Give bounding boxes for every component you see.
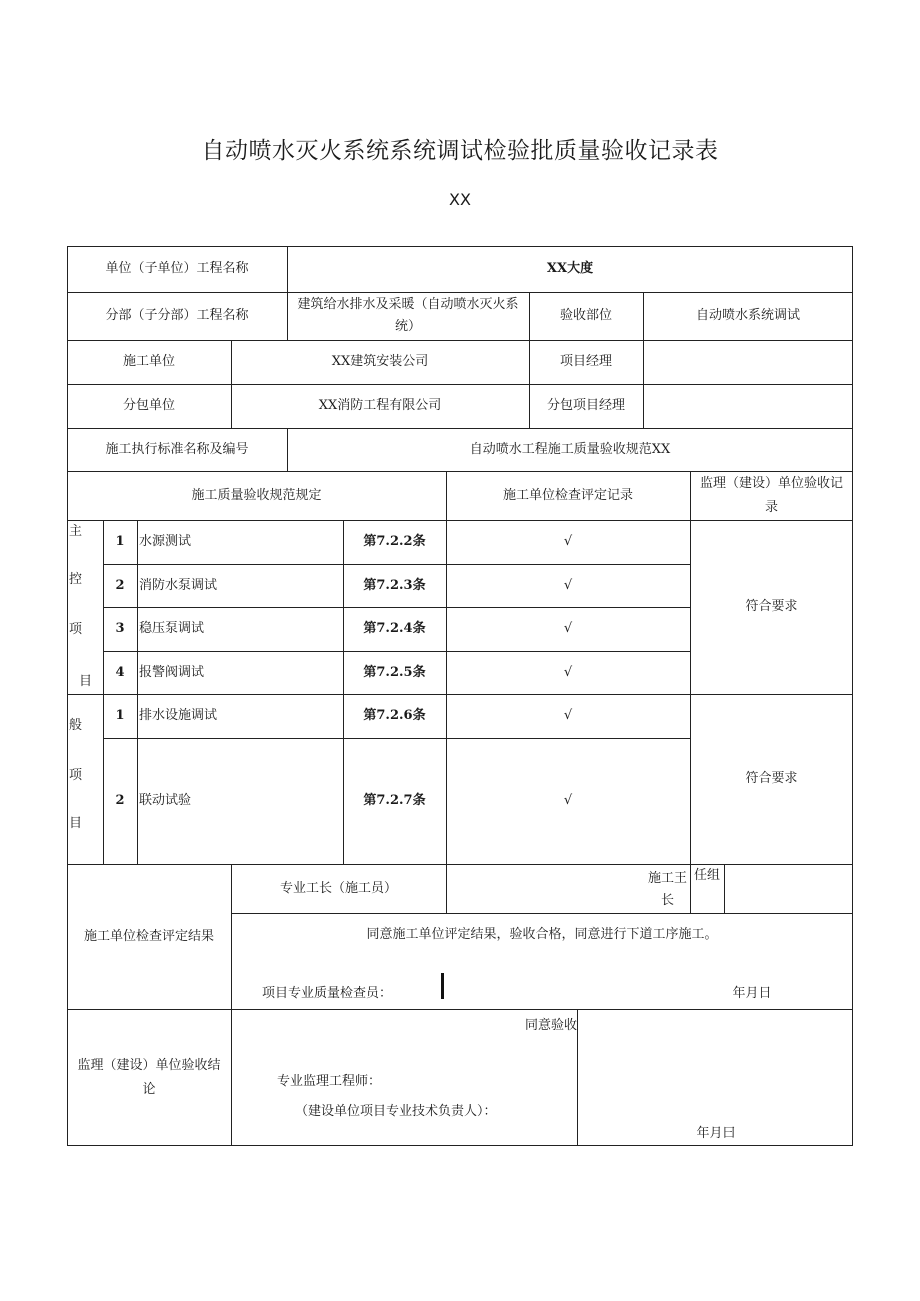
- main-control-group-char: 项: [69, 622, 83, 637]
- general-group-char: 项: [69, 768, 83, 783]
- sub-project-value: 建筑给水排水及采暖（自动喷水灭火系统）: [297, 297, 519, 334]
- contractor-value: XX建筑安装公司: [331, 354, 429, 369]
- acceptance-part-label: 验收部位: [559, 308, 612, 323]
- unit-project-value: [287, 246, 853, 292]
- general-item-no: 2: [115, 793, 125, 808]
- unit-project-name: XX大度: [546, 261, 594, 276]
- general-item-clause: 第7.2.6条: [363, 708, 426, 723]
- sub-project-label: 分部（子分部）工程名称: [105, 308, 249, 323]
- main-item-no: 4: [115, 664, 125, 680]
- main-item-no: 1: [115, 534, 125, 549]
- unit-project-label: 单位（子单位）工程名称: [105, 261, 249, 276]
- text-cursor-mark: [441, 973, 444, 999]
- column-header-spec: 施工质量验收规范规定: [191, 487, 322, 503]
- subcontractor-value: XX消防工程有限公司: [318, 398, 442, 413]
- main-item-name: 稳压泵调试: [139, 621, 205, 636]
- subcontractor-label: 分包单位: [122, 398, 175, 413]
- main-control-group-char: 控: [69, 572, 83, 587]
- main-item-name: 水源测试: [139, 534, 192, 549]
- foreman-label: 专业工长（施工员）: [279, 880, 397, 896]
- contractor-result-label: 施工单位检查评定结果: [83, 928, 214, 944]
- project-manager-value: [643, 340, 853, 384]
- main-item-check: √: [563, 577, 573, 593]
- project-manager-label: 项目经理: [559, 354, 612, 369]
- column-header-supervisor-record: 监理（建设）单位验收记录: [699, 475, 843, 515]
- main-control-group-char: 主: [69, 524, 83, 539]
- inspector-label: 项目专业质量检查员：: [262, 986, 393, 1001]
- team-leader-value: [724, 864, 853, 913]
- supervisor-conclusion-label: 监理（建设）单位验收结论: [77, 1057, 221, 1097]
- main-item-clause: 第7.2.3条: [363, 577, 426, 593]
- general-group-char: 目: [69, 816, 83, 831]
- document-title: 自动喷水灭火系统系统调试检验批质量验收记录表: [201, 138, 719, 164]
- column-header-contractor-record: 施工单位检查评定记录: [502, 487, 633, 503]
- main-item-no: 2: [115, 577, 125, 593]
- contractor-label: 施工单位: [122, 354, 175, 369]
- main-item-clause: 第7.2.2条: [363, 534, 426, 549]
- acceptance-part-value: 自动喷水系统调试: [695, 308, 800, 323]
- main-item-name: 消防水泵调试: [139, 577, 218, 593]
- main-control-group-char: 目: [79, 674, 93, 689]
- general-group-char: 般: [69, 718, 83, 733]
- general-item-check: √: [563, 708, 573, 723]
- sub-pm-value: [643, 384, 853, 428]
- main-control-verdict: 符合要求: [745, 599, 798, 614]
- inspection-record-table: [67, 246, 853, 1146]
- standard-label: 施工执行标准名称及编号: [105, 441, 249, 457]
- general-verdict: 符合要求: [745, 771, 798, 786]
- team-leader-label: 施工王长: [647, 870, 687, 908]
- general-item-name: 联动试验: [139, 793, 192, 808]
- general-item-clause: 第7.2.7条: [363, 793, 426, 808]
- supervisor-engineer-label: 专业监理工程师：: [277, 1074, 382, 1089]
- main-item-check: √: [563, 534, 573, 549]
- main-item-check: √: [563, 621, 573, 636]
- supervisor-date: 年月曰: [696, 1126, 736, 1141]
- general-item-name: 排水设施调试: [139, 708, 218, 723]
- owner-tech-lead-label: （建设单位项目专业技术负责人）：: [295, 1104, 497, 1119]
- main-item-check: √: [563, 664, 573, 680]
- general-item-no: 1: [115, 708, 125, 723]
- main-item-clause: 第7.2.4条: [363, 621, 426, 636]
- contractor-date: 年月日: [732, 986, 772, 1001]
- standard-value: 自动喷水工程施工质量验收规范XX: [469, 441, 671, 457]
- main-item-clause: 第7.2.5条: [363, 664, 426, 680]
- team-leader-suffix: 任组: [693, 868, 720, 883]
- sub-pm-label: 分包项目经理: [546, 398, 625, 413]
- supervisor-agree: 同意验收: [524, 1018, 577, 1033]
- general-item-check: √: [563, 793, 573, 808]
- contractor-statement: 同意施工单位评定结果，验收合格，同意进行下道工序施工。: [366, 927, 718, 942]
- main-item-name: 报警阀调试: [139, 664, 205, 680]
- document-subtitle: XX: [449, 190, 471, 209]
- main-item-no: 3: [115, 621, 125, 636]
